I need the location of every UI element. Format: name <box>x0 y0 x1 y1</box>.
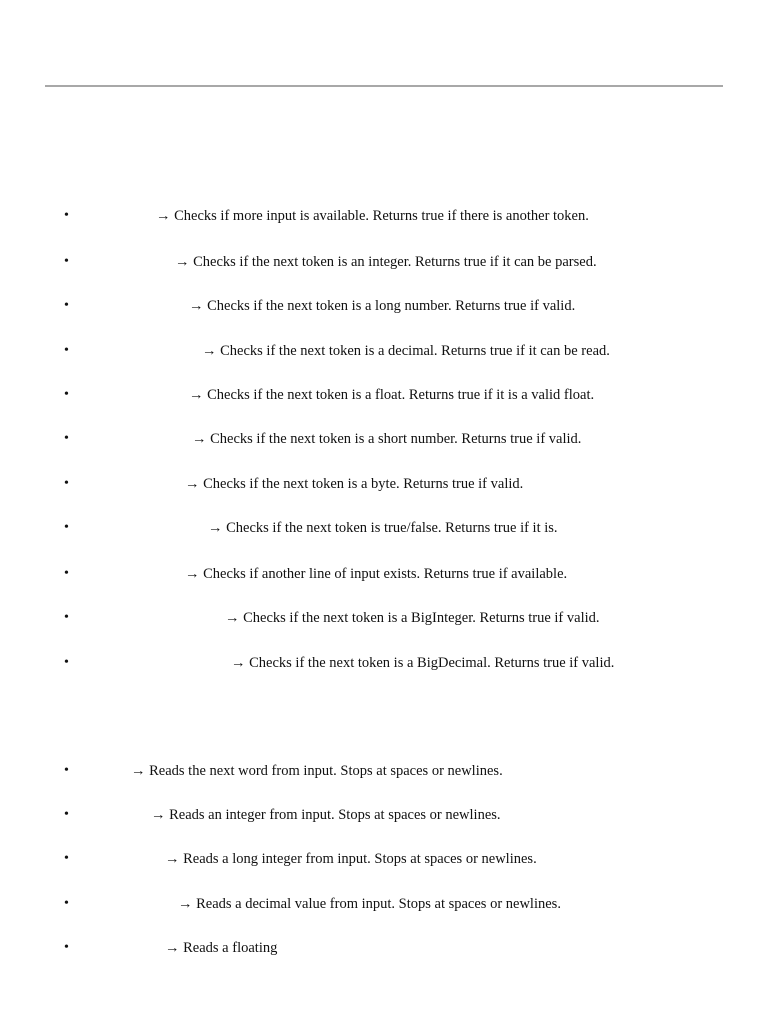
list-item <box>0 563 768 585</box>
list-item <box>0 428 768 450</box>
list-item <box>0 205 768 227</box>
list-item <box>0 384 768 406</box>
list-item <box>0 340 768 362</box>
bullet: • <box>64 431 69 446</box>
bullet: • <box>64 298 69 313</box>
bullet: • <box>64 476 69 491</box>
list-item <box>0 517 768 539</box>
bullet: • <box>64 520 69 535</box>
item-description: → Checks if the next token is an integer. Returns true if it can be parsed. <box>175 254 597 270</box>
list-item <box>0 607 768 629</box>
horizontal-rule <box>45 85 723 87</box>
item-description: → Checks if the next token is a long number. Returns true if valid. <box>189 298 576 314</box>
bullet: • <box>64 851 69 866</box>
item-description: → Reads a decimal value from input. Stops at spaces or newlines. <box>178 896 561 912</box>
bullet: • <box>64 763 69 778</box>
bullet: • <box>64 208 69 223</box>
bullet: • <box>64 566 69 581</box>
item-description: → Reads an integer from input. Stops at spaces or newlines. <box>151 807 501 823</box>
item-description: → Checks if the next token is a float. Returns true if it is a valid float. <box>189 387 595 403</box>
bullet: • <box>64 343 69 358</box>
list-item <box>0 473 768 495</box>
bullet: • <box>64 387 69 402</box>
bullet: • <box>64 610 69 625</box>
item-description: → Checks if the next token is a byte. Returns true if valid. <box>185 476 524 492</box>
list-item <box>0 295 768 317</box>
bullet: • <box>64 807 69 822</box>
list-item <box>0 848 768 870</box>
bullet: • <box>64 655 69 670</box>
list-item <box>0 804 768 826</box>
item-description: → Reads a floating <box>165 940 278 956</box>
list-item <box>0 652 768 674</box>
item-description: → Reads a long integer from input. Stops at spaces or newlines. <box>165 851 537 867</box>
list-item <box>0 937 768 959</box>
bullet: • <box>64 896 69 911</box>
item-description: → Checks if the next token is true/false. Returns true if it is. <box>208 520 558 536</box>
list-item <box>0 760 768 782</box>
item-description: → Checks if more input is available. Returns true if there is another token. <box>156 208 589 224</box>
item-description: → Checks if another line of input exists. Returns true if available. <box>185 566 568 582</box>
bullet: • <box>64 254 69 269</box>
list-item <box>0 893 768 915</box>
item-description: → Checks if the next token is a short number. Returns true if valid. <box>192 431 582 447</box>
bullet: • <box>64 940 69 955</box>
item-description: → Reads the next word from input. Stops at spaces or newlines. <box>131 763 503 779</box>
item-description: → Checks if the next token is a BigInteger. Returns true if valid. <box>225 610 600 626</box>
item-description: → Checks if the next token is a BigDecimal. Returns true if valid. <box>231 655 615 671</box>
item-description: → Checks if the next token is a decimal. Returns true if it can be read. <box>202 343 610 359</box>
list-item <box>0 251 768 273</box>
